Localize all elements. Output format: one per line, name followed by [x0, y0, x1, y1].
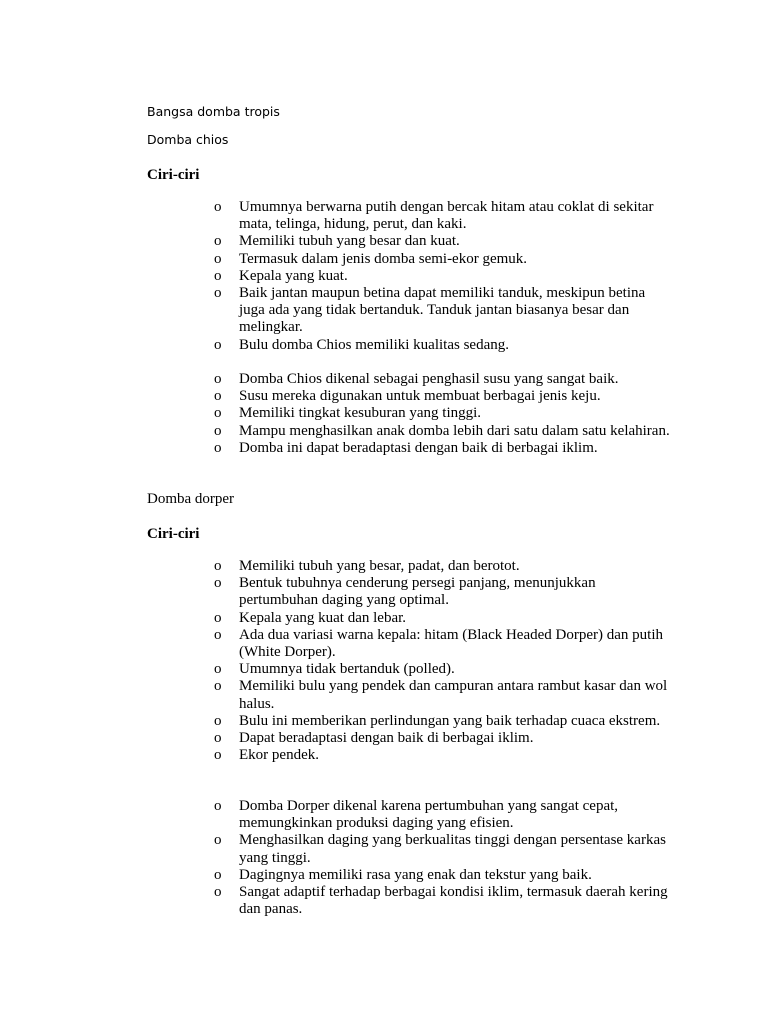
list-item — [214, 610, 674, 627]
bullet-marker: o — [214, 371, 222, 387]
list-item — [214, 575, 674, 609]
list-item — [214, 268, 674, 285]
list-item-text: Bentuk tubuhnya cenderung persegi panjang, menunjukkan pertumbuhan daging yang optimal. — [239, 575, 596, 609]
list-item-text: Menghasilkan daging yang berkualitas tinggi dengan persentase karkas yang tinggi. — [239, 832, 666, 866]
list-item — [214, 405, 674, 422]
list-item-text: Kepala yang kuat dan lebar. — [239, 609, 407, 626]
list-item — [214, 747, 674, 764]
bullet-marker: o — [214, 832, 222, 849]
dorper-section-title: Domba dorper — [147, 491, 235, 507]
bullet-marker: o — [214, 285, 222, 302]
list-item-text: Domba Dorper dikenal karena pertumbuhan yang sangat cepat, memungkinkan produksi daging yang efisien. — [239, 798, 619, 832]
list-item-text: Sangat adaptif terhadap berbagai kondisi iklim, termasuk daerah kering dan panas. — [239, 884, 668, 918]
list-item-text: Termasuk dalam jenis domba semi-ekor gemuk. — [239, 250, 528, 267]
bullet-marker: o — [214, 422, 222, 439]
list-item-text: Memiliki tubuh yang besar dan kuat. — [239, 233, 460, 250]
document-title: Bangsa domba tropis — [147, 104, 280, 119]
list-item-text: Memiliki tubuh yang besar, padat, dan berotot. — [239, 558, 520, 574]
list-item-text: Ekor pendek. — [239, 747, 319, 764]
list-item — [214, 798, 674, 832]
dorper-list-1 — [214, 558, 674, 764]
chios-section-title: Domba chios — [147, 132, 229, 147]
list-item-text: Bulu domba Chios memiliki kualitas sedang. — [239, 336, 509, 353]
list-item — [214, 423, 674, 440]
chios-heading: Ciri-ciri — [147, 167, 200, 183]
bullet-marker: o — [214, 439, 222, 456]
chios-list-1 — [214, 199, 674, 354]
list-item-text: Mampu menghasilkan anak domba lebih dari satu dalam satu kelahiran. — [239, 422, 670, 439]
bullet-marker: o — [214, 388, 222, 405]
list-item — [214, 337, 674, 354]
list-item — [214, 661, 674, 678]
list-item-text: Dagingnya memiliki rasa yang enak dan tekstur yang baik. — [239, 866, 592, 883]
list-item — [214, 199, 674, 233]
bullet-marker: o — [214, 405, 222, 422]
list-item — [214, 832, 674, 866]
list-item — [214, 627, 674, 661]
bullet-marker: o — [214, 250, 222, 267]
list-item-text: Baik jantan maupun betina dapat memiliki tanduk, meskipun betina juga ada yang tidak bertanduk. Tanduk jantan biasanya besar dan melingkar. — [239, 285, 646, 336]
bullet-marker: o — [214, 267, 222, 284]
bullet-marker: o — [214, 661, 222, 678]
list-item-text: Umumnya tidak bertanduk (polled). — [239, 661, 455, 678]
bullet-marker: o — [214, 747, 222, 764]
list-item-text: Memiliki bulu yang pendek dan campuran antara rambut kasar dan wol halus. — [239, 678, 668, 712]
list-item-text: Susu mereka digunakan untuk membuat berbagai jenis keju. — [239, 388, 601, 405]
bullet-marker: o — [214, 199, 222, 215]
list-item-text: Ada dua variasi warna kepala: hitam (Black Headed Dorper) dan putih (White Dorper). — [239, 626, 663, 661]
list-item — [214, 440, 674, 457]
list-item — [214, 558, 674, 575]
list-item — [214, 233, 674, 250]
list-item-text: Kepala yang kuat. — [239, 267, 348, 284]
list-item — [214, 884, 674, 918]
list-item — [214, 251, 674, 268]
list-item-text: Domba ini dapat beradaptasi dengan baik di berbagai iklim. — [239, 439, 598, 456]
bullet-marker: o — [214, 626, 222, 643]
bullet-marker: o — [214, 866, 222, 883]
bullet-marker: o — [214, 730, 222, 747]
list-item — [214, 867, 674, 884]
bullet-marker: o — [214, 336, 222, 353]
list-item-text: Memiliki tingkat kesuburan yang tinggi. — [239, 405, 482, 422]
bullet-marker: o — [214, 575, 222, 592]
bullet-marker: o — [214, 798, 222, 814]
bullet-marker: o — [214, 558, 222, 574]
bullet-marker: o — [214, 609, 222, 626]
bullet-marker: o — [214, 678, 222, 695]
bullet-marker: o — [214, 712, 222, 729]
list-item — [214, 713, 674, 730]
bullet-marker: o — [214, 884, 222, 901]
list-item — [214, 388, 674, 405]
chios-list-2 — [214, 371, 674, 457]
list-item — [214, 678, 674, 712]
list-item-text: Dapat beradaptasi dengan baik di berbagai iklim. — [239, 730, 534, 747]
dorper-list-2 — [214, 798, 674, 918]
list-item-text: Bulu ini memberikan perlindungan yang baik terhadap cuaca ekstrem. — [239, 712, 661, 729]
dorper-heading: Ciri-ciri — [147, 526, 200, 542]
list-item-text: Domba Chios dikenal sebagai penghasil susu yang sangat baik. — [239, 371, 619, 387]
list-item — [214, 371, 674, 388]
list-item-text: Umumnya berwarna putih dengan bercak hitam atau coklat di sekitar mata, telinga, hidung, perut, dan kaki. — [239, 199, 654, 233]
list-item — [214, 730, 674, 747]
list-item — [214, 285, 674, 337]
bullet-marker: o — [214, 233, 222, 250]
